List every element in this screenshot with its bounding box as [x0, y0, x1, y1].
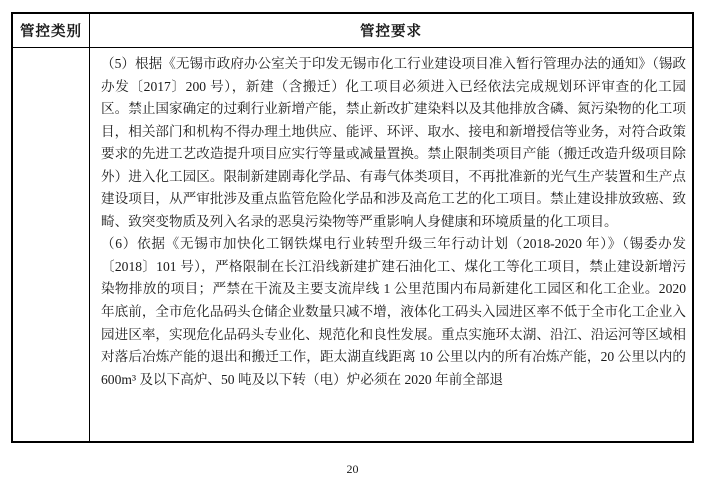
category-cell — [13, 48, 90, 441]
table-body-row — [13, 48, 692, 441]
page-number: 20 — [346, 462, 359, 476]
requirements-cell — [90, 48, 692, 441]
requirement-paragraph-5: （5）根据《无锡市政府办公室关于印发无锡市化工行业建设项目准入暂行管理办法的通知》（锡政办发〔2017〕200 号），新建（含搬迁）化工项目必须进入已经依法完成规划环评审查的化工园区。禁止国家确定的过剩行业新增产能，禁止新改扩建染料以及其他排放含磷、氮污染物的化工项目，相关部门和机构不得办理土地供应、能评、环评、取水、接电和新增授信等业务，对符合政策要求的先进工艺改造提升项目应实行等量或减量置换。禁止限制类项目产能（搬迁改造升级项目除外）进入化工园区。限制新建剧毒化学品、有毒气体类项目，不再批准新的光气生产装置和生产点建设项目，从严审批涉及重点监管危险化学品和涉及高危工艺的化工项目。禁止建设排放致癌、致畸、致突变物质及列入名录的恶臭污染物等严重影响人身健康和环境质量的化工项目。 — [101, 56, 686, 229]
header-cell-category: 管控类别 — [13, 14, 90, 47]
header-cell-requirements: 管控要求 — [360, 24, 422, 40]
table-header-row — [13, 14, 692, 48]
control-table — [11, 12, 694, 443]
requirement-paragraph-6: （6）依据《无锡市加快化工钢铁煤电行业转型升级三年行动计划（2018-2020 年）》（锡委办发〔2018〕101 号），严格限制在长江沿线新建扩建石油化工、煤化工等化工项目，禁止建设新增污染物排放的项目；严禁在干流及主要支流岸线 1 公里范围内布局新建化工园区和化工企业。2020 年底前，全市危化品码头仓储企业数量只减不增，液体化工码头入园进区率不低于全市化工企业入园进区率，实现危化品码头专业化、规范化和良性发展。重点实施环太湖、沿江、沿运河等区域相对落后冶炼产能的退出和搬迁工作，距太湖直线距离 10 公里以内的所有冶炼产能，20 公里以内的 600m³ 及以下高炉、50 吨及以下转（电）炉必须在 2020 年前全部退 — [101, 236, 686, 387]
